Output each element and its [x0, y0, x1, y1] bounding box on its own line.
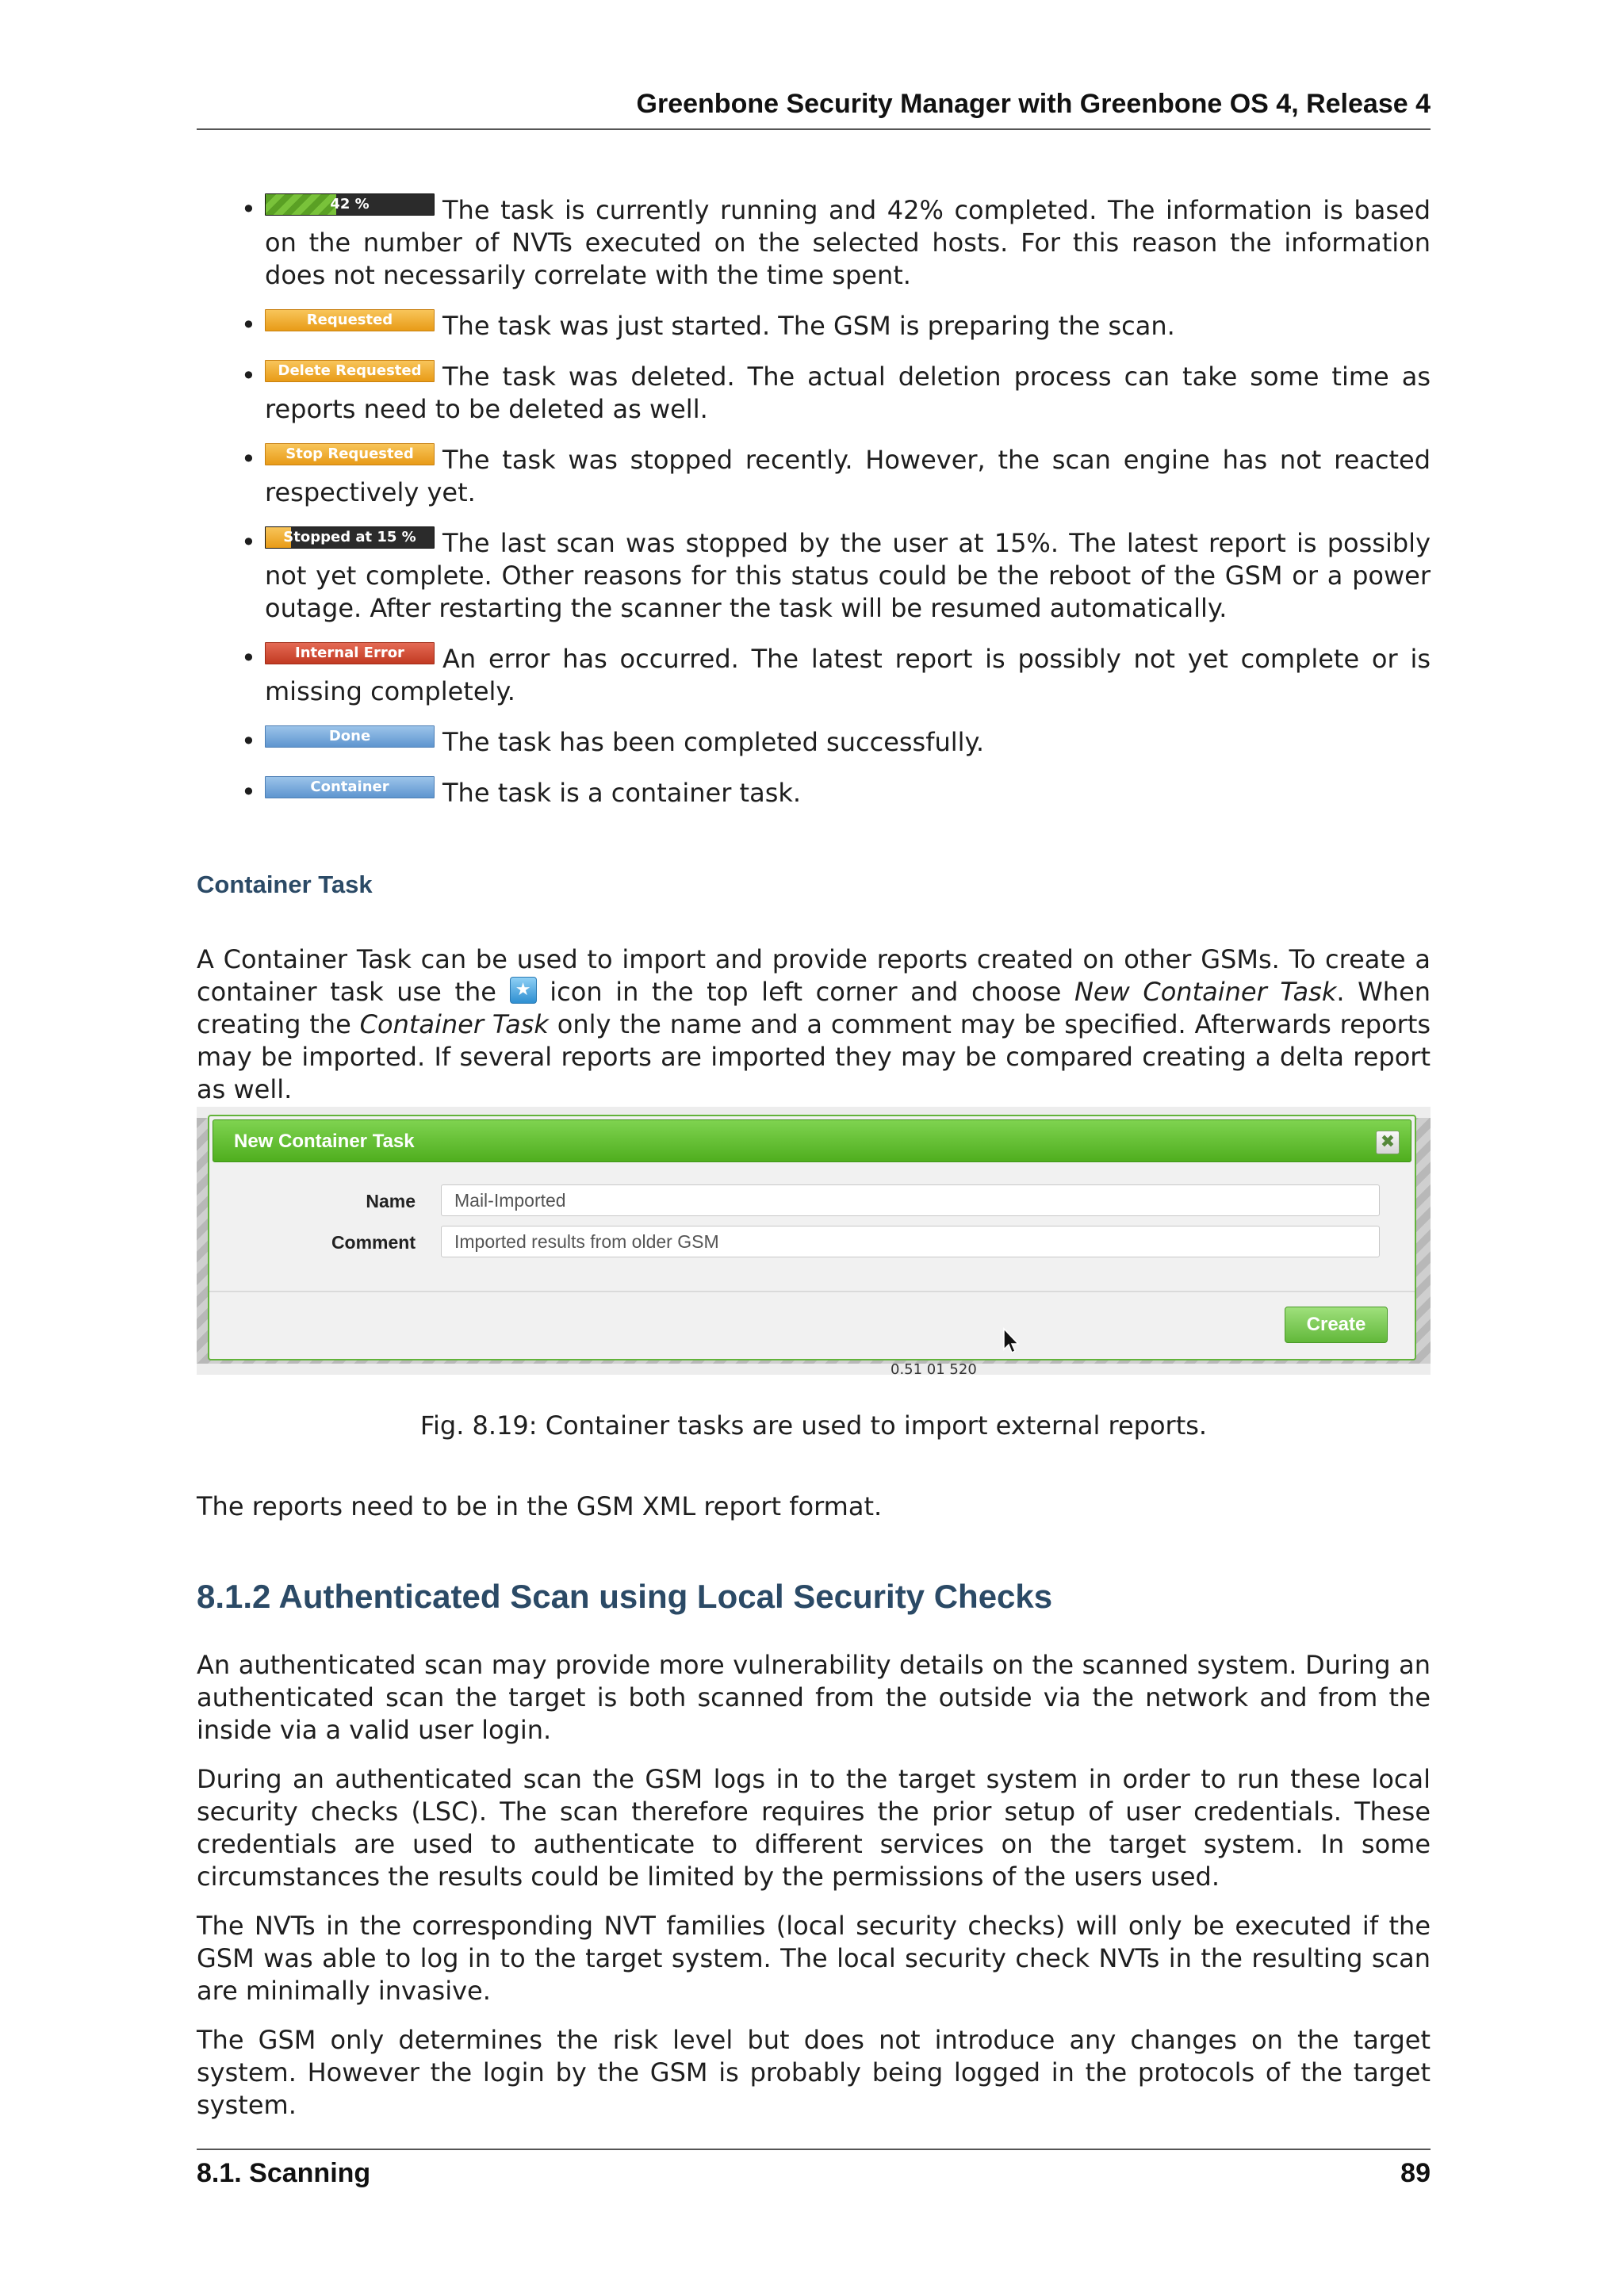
bullet: • [241, 444, 256, 474]
progress-badge: 42 % [265, 193, 435, 216]
footer-rule [197, 2149, 1431, 2150]
comment-input[interactable]: Imported results from older GSM [441, 1226, 1380, 1257]
background-strip [197, 1364, 1431, 1375]
list-item [197, 642, 1431, 708]
status-description: An error has occurred. The latest report is possibly not yet complete or is missing completely. [265, 644, 1431, 706]
list-item [197, 526, 1431, 625]
list-item [197, 309, 1431, 342]
bullet: • [241, 777, 256, 807]
bullet: • [241, 194, 256, 224]
list-item [197, 776, 1431, 809]
status-description: The task was deleted. The actual deletion process can take some time as reports need to be deleted as well. [265, 362, 1431, 424]
new-container-task-dialog [208, 1115, 1416, 1360]
dialog-titlebar[interactable] [213, 1119, 1411, 1162]
section-paragraph: During an authenticated scan the GSM logs in to the target system in order to run these local security checks (LSC). The scan therefore requires the prior setup of user credentials. These credentials are used to authenticate to different services on the target system. In some circumstances the results could be limited by the permissions of the users used. [197, 1764, 1431, 1892]
name-input[interactable]: Mail-Imported [441, 1184, 1380, 1216]
status-description: The task is currently running and 42% completed. The information is based on the number of NVTs executed on the selected hosts. For this reason the information does not necessarily correlate with the time spent. [265, 195, 1431, 290]
close-icon[interactable]: ✖ [1376, 1131, 1400, 1154]
page-number: 89 [1400, 2158, 1431, 2188]
bullet: • [241, 310, 256, 340]
status-description: The task was stopped recently. However, the scan engine has not reacted respectively yet. [265, 445, 1431, 507]
mouse-cursor-icon [1002, 1327, 1021, 1356]
figure-caption: Fig. 8.19: Container tasks are used to import external reports. [419, 1410, 1208, 1441]
format-paragraph: The reports need to be in the GSM XML report format. [197, 1491, 883, 1521]
section-paragraph: An authenticated scan may provide more vulnerability details on the scanned system. During an authenticated scan the target is both scanned from the outside via the network and from the inside via a valid user login. [197, 1650, 1431, 1745]
status-description: The last scan was stopped by the user at 15%. The latest report is possibly not yet complete. Other reasons for this status could be the reboot of the GSM or a power outage. After restarting the scanner the task will be resumed automatically. [265, 528, 1431, 623]
running-header: Greenbone Security Manager with Greenbone OS 4, Release 4 [636, 89, 1431, 119]
bullet: • [241, 726, 256, 756]
dialog-title: New Container Task [234, 1131, 415, 1152]
create-button[interactable]: Create [1285, 1307, 1388, 1343]
section-paragraph: The NVTs in the corresponding NVT families (local security checks) will only be executed if the GSM was able to log in to the target system. The local security check NVTs in the resulting scan are minimally invasive. [197, 1911, 1431, 2006]
status-description: The task was just started. The GSM is preparing the scan. [442, 311, 1175, 341]
list-item [197, 725, 1431, 759]
progress-fill [266, 194, 336, 215]
status-description: The task is a container task. [442, 778, 802, 808]
name-label: Name [366, 1191, 416, 1211]
comment-label: Comment [331, 1232, 416, 1253]
internal-error-badge: Internal Error [265, 642, 435, 664]
bullet: • [241, 643, 256, 673]
container-task-screenshot [197, 1107, 1431, 1375]
footer-section-title: 8.1. Scanning [197, 2158, 371, 2188]
container-badge: Container [265, 776, 435, 798]
requested-badge: Requested [265, 309, 435, 331]
list-item [197, 360, 1431, 426]
list-item [197, 193, 1431, 292]
background-fragment-text: 0.51 01 520 [891, 1361, 977, 1375]
done-badge: Done [265, 725, 435, 748]
dialog-separator [209, 1291, 1415, 1292]
stop-requested-badge: Stop Requested [265, 443, 435, 465]
bullet: • [241, 361, 256, 391]
status-description: The task has been completed successfully. [442, 727, 985, 757]
new-task-star-icon: ★ [510, 977, 537, 1004]
bullet: • [241, 527, 256, 557]
delete-requested-badge: Delete Requested [265, 360, 435, 382]
header-rule [197, 128, 1431, 130]
section-paragraph: The GSM only determines the risk level but does not introduce any changes on the target system. However the login by the GSM is probably being logged in the protocols of the target system. [197, 2025, 1431, 2120]
container-task-heading: Container Task [197, 871, 373, 898]
section-heading: 8.1.2 Authenticated Scan using Local Security Checks [197, 1578, 1053, 1615]
list-item [197, 443, 1431, 509]
stopped-badge: Stopped at 15 % [265, 526, 435, 549]
status-list [197, 193, 1431, 827]
container-task-paragraph: A Container Task can be used to import and provide reports created on other GSMs. To create a container task use the ★ icon in the top left corner and choose New Container Task. When creating the Container Task only the name and a comment may be specified. Afterwards reports may be imported. If several reports are imported they may be compared creating a delta report as well. [197, 944, 1431, 1104]
